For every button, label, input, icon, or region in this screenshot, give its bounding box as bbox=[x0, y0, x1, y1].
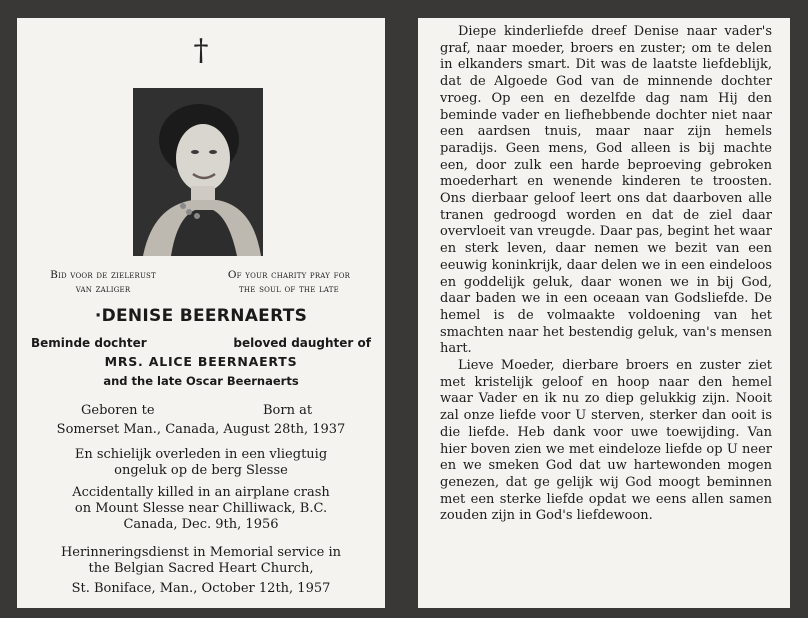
death-english-line-2: on Mount Slesse near Chilliwack, B.C. bbox=[74, 501, 328, 516]
death-dutch-line-2: ongeluk op de berg Slesse bbox=[114, 463, 288, 478]
memorial-paragraph-2: Lieve Moeder, dierbare broers en zuster ziet met kristelijk geloof en hoop naar den hemel waar Vader en ik nu zo diep gelukkig zijn. Nooit zal onze liefde voor U sterven, sterker dan ooit is die liefde. Heb dank voor uwe toewijding. Van hier boven zien we met eindeloze liefde op U neer en we smeken God dat uw hartewonden mogen genezen, dat ge gelijk wij God moogt beminnen met een sterke liefde opdat we eens allen samen zouden zijn in God's liefdewoon. bbox=[440, 358, 772, 524]
late-father: and the late Oscar Beernaerts bbox=[103, 374, 299, 388]
caption-english-line-2: the soul of the late bbox=[239, 283, 339, 295]
memorial-paragraph-1: Diepe kinderliefde dreef Denise naar vader's graf, naar moeder, broers en zuster; om te delen in elkanders smart. Dit was de laatste liefdeblijk, dat de Algoede God van de minnende dochter vroeg. Op een en dezelfde dag nam Hij den beminde vader en liefhebbende dochter niet naar een aardsen tnuis, maar naar zijn hemels paradijs. Geen mens, God alleen is bij machte een, door zulk een harde beproeving gebroken moederhart en wenende kinderen te troosten. Ons dierbaar geloof leert ons dat daarboven alle tranen gedroogd worden en dat de ziel daar overvloeit van vreugde. Daar pas, begint het waar en sterk leven, daar nemen we bezit van een eeuwig koninkrijk, daar delen we in een eindeloos en goddelijk geluk, daar wonen we in bij God, daar baden we in een oceaan van Godsliefde. De hemel is de volmaakte voldoening van het smachten naar het bestendig geluk, van's mensen hart. bbox=[440, 24, 772, 357]
caption-dutch-line-2: van zaliger bbox=[75, 283, 131, 295]
relationship-dutch: Beminde dochter bbox=[31, 336, 147, 350]
portrait-photo bbox=[133, 88, 263, 256]
right-card bbox=[418, 18, 790, 608]
birth-details: Somerset Man., Canada, August 28th, 1937 bbox=[56, 422, 346, 437]
death-english-line-3: Canada, Dec. 9th, 1956 bbox=[123, 517, 279, 532]
born-english: Born at bbox=[263, 403, 313, 418]
left-card bbox=[17, 18, 385, 608]
relationship-english: beloved daughter of bbox=[233, 336, 371, 350]
cross-icon: † bbox=[193, 33, 209, 68]
born-dutch: Geboren te bbox=[81, 403, 155, 418]
memorial-text bbox=[440, 24, 772, 525]
deceased-name: ·DENISE BEERNAERTS bbox=[94, 306, 308, 326]
service-line-1: Herinneringsdienst in Memorial service in bbox=[60, 545, 342, 560]
caption-dutch-line-1: Bid voor de zielerust bbox=[50, 269, 156, 281]
mother-name: MRS. ALICE BEERNAERTS bbox=[104, 354, 298, 369]
caption-english bbox=[199, 268, 379, 296]
caption-dutch bbox=[23, 268, 183, 296]
service-line-3: St. Boniface, Man., October 12th, 1957 bbox=[71, 581, 331, 596]
caption-english-line-1: Of your charity pray for bbox=[227, 269, 351, 281]
death-english-line-1: Accidentally killed in an airplane crash bbox=[72, 485, 330, 500]
death-dutch-line-1: En schielijk overleden in een vliegtuig bbox=[74, 447, 328, 462]
service-line-2: the Belgian Sacred Heart Church, bbox=[88, 561, 314, 576]
